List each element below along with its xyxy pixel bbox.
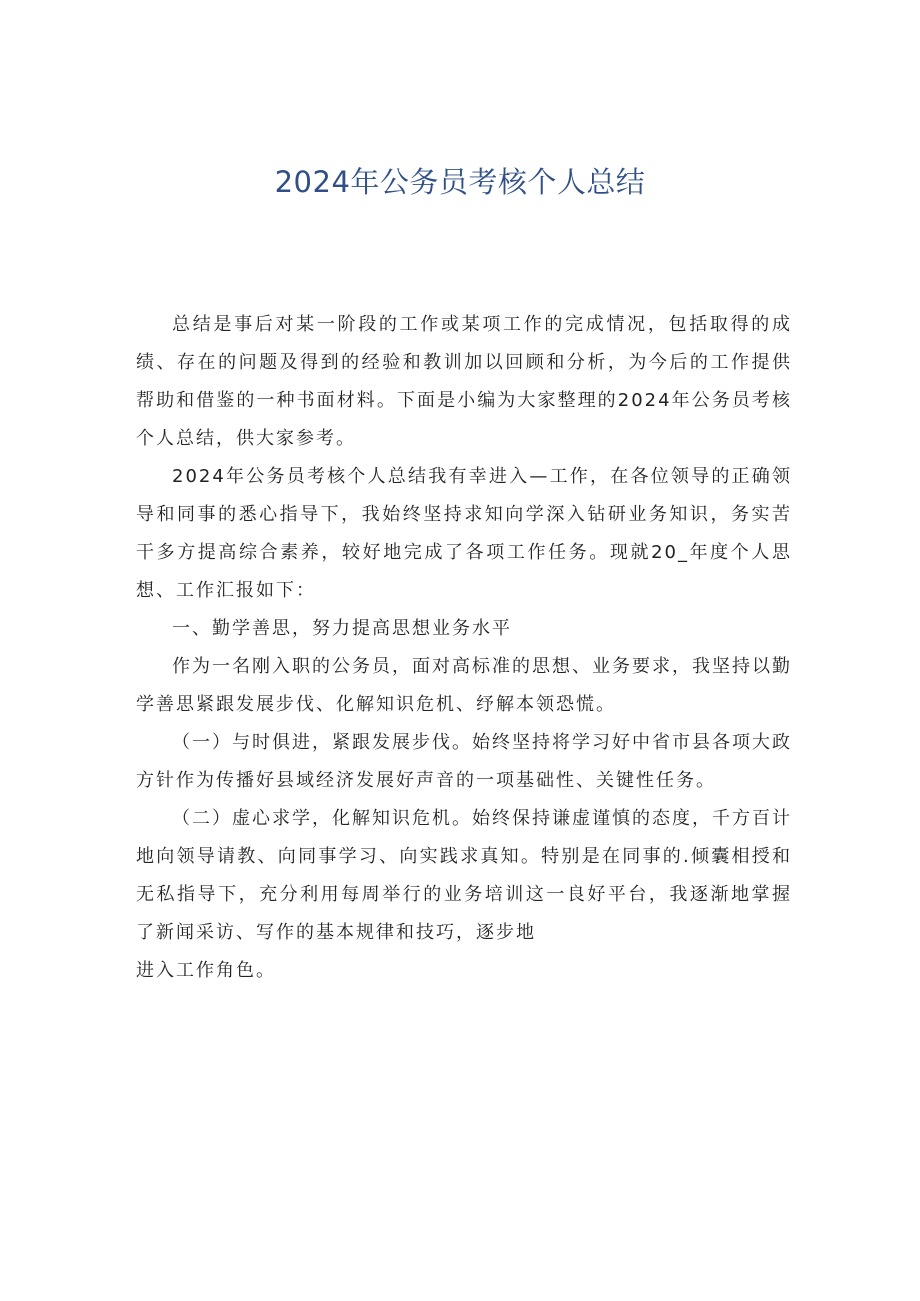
paragraph-subsection-1: （一）与时俱进，紧跟发展步伐。始终坚持将学习好中省市县各项大政方针作为传播好县域经济发展好声音的一项基础性、关键性任务。 [136,732,792,791]
paragraph-trailing-line: 进入工作角色。 [136,960,276,981]
paragraph-intro: 总结是事后对某一阶段的工作或某项工作的完成情况，包括取得的成绩、存在的问题及得到的经验和教训加以回顾和分析，为今后的工作提供帮助和借鉴的一种书面材料。下面是小编为大家整理的2024年公务员考核个人总结，供大家参考。 [136,314,792,449]
paragraph-summary-opening: 2024年公务员考核个人总结我有幸进入—工作，在各位领导的正确领导和同事的悉心指导下，我始终坚持求知向学深入钻研业务知识，务实苦干多方提高综合素养，较好地完成了各项工作任务。现就20_年度个人思想、工作汇报如下： [136,466,792,601]
document-body [136,306,792,990]
section-heading-1: 一、勤学善思，努力提高思想业务水平 [172,618,512,639]
paragraph-section-1-intro: 作为一名刚入职的公务员，面对高标准的思想、业务要求，我坚持以勤学善思紧跟发展步伐、化解知识危机、纾解本领恐慌。 [136,656,792,715]
paragraph-subsection-2: （二）虚心求学，化解知识危机。始终保持谦虚谨慎的态度，千方百计地向领导请教、向同事学习、向实践求真知。特别是在同事的.倾囊相授和无私指导下，充分利用每周举行的业务培训这一良好平台，我逐渐地掌握了新闻采访、写作的基本规律和技巧，逐步地 [136,808,792,943]
document-title: 2024年公务员考核个人总结 [274,165,646,199]
